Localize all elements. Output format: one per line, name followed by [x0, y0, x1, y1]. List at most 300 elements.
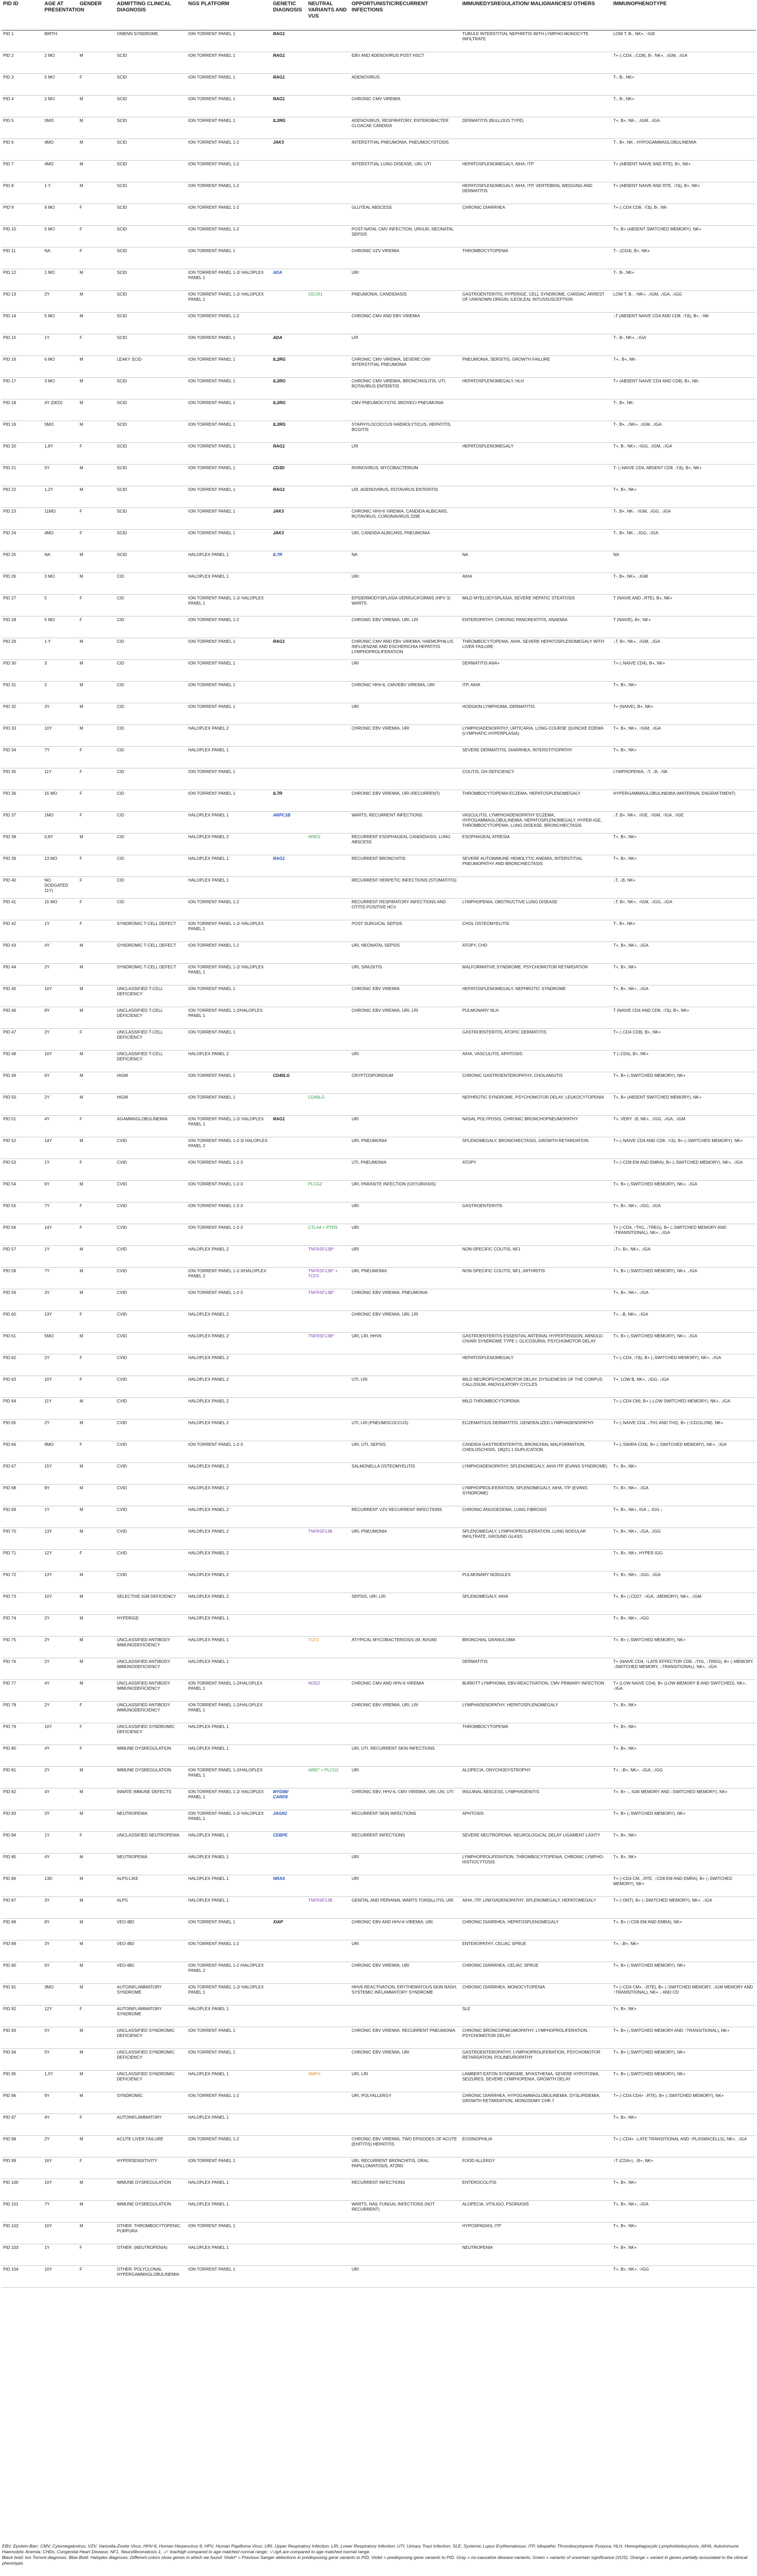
cell-pid: PID 96: [1, 2092, 42, 2114]
table-row: [1, 985, 756, 1007]
cell-ngs: ION TORRENT PANEL 1: [186, 985, 271, 1007]
cell-gene: [271, 1463, 306, 1485]
cell-gene: [271, 1137, 306, 1159]
cell-gender: F: [78, 595, 115, 616]
cell-neutral: [306, 1723, 350, 1745]
cell-neutral: [306, 725, 350, 747]
cell-ngs: ION TORRENT PANEL 1-2-3/HALOPLEX PANEL 2: [186, 1268, 271, 1289]
cell-gender: M: [78, 96, 115, 117]
cell-pid: PID 101: [1, 2201, 42, 2223]
cell-infections: [350, 1485, 460, 1506]
table-row: [1, 161, 756, 182]
cell-ngs: HALOPLEX PANEL 2: [186, 1485, 271, 1506]
cell-immune: ENTEROCOLITIS: [460, 2179, 611, 2201]
cell-neutral: [306, 52, 350, 74]
header-age: AGE AT PRESENTATION: [42, 1, 78, 30]
table-row: [1, 443, 756, 465]
cell-infections: ATYPICAL MYCOBACTERIOSIS (M. AVIUM): [350, 1637, 460, 1658]
cell-neutral: [306, 2006, 350, 2027]
cell-age: 10Y: [42, 1051, 78, 1072]
cell-pid: PID 77: [1, 1680, 42, 1702]
cell-immune: HODGKIN LYMPHOMA, DERMATITIS: [460, 703, 611, 725]
cell-phenotype: T+ (↑CD4, ↑TH1, ↓TREG), B+ (↓SWITCHED MEMORY AND ↑TRANSITIONAL), NK+, ↓IGA: [611, 1224, 756, 1246]
cell-gender: M: [78, 1767, 115, 1788]
cell-neutral: [306, 356, 350, 378]
table-row: [1, 1593, 756, 1615]
cell-ngs: ION TORRENT PANEL 1-2: [186, 1940, 271, 1962]
cell-gender: F: [78, 2157, 115, 2179]
cell-infections: [350, 1094, 460, 1116]
cell-gender: F: [78, 768, 115, 790]
table-row: [1, 1354, 756, 1376]
cell-gender: M: [78, 465, 115, 486]
cell-diagnosis: CVID: [115, 1202, 186, 1224]
cell-pid: PID 61: [1, 1333, 42, 1354]
cell-neutral: [306, 1550, 350, 1571]
cell-diagnosis: SCID: [115, 74, 186, 96]
table-row: [1, 964, 756, 985]
cell-age: 13 MO: [42, 855, 78, 877]
table-row: [1, 2049, 756, 2071]
cell-gene: [271, 1007, 306, 1029]
header-gender: GENDER: [78, 1, 115, 30]
cell-phenotype: T+ (↓CD4 CD8), B+, NK+: [611, 1029, 756, 1051]
cell-infections: CHRONIC VZV VIREMIA: [350, 248, 460, 269]
cell-gene: IL2RG: [271, 378, 306, 399]
cell-gender: M: [78, 52, 115, 74]
cell-phenotype: T+, B+ (↓SWITCHED MEMORY), NK+: [611, 2049, 756, 2071]
table-row: [1, 551, 756, 573]
cell-pid: PID 95: [1, 2071, 42, 2092]
cell-phenotype: T-, B-, NK+: [611, 269, 756, 291]
cell-phenotype: T+, B+, NK+: [611, 1723, 756, 1745]
cell-immune: [460, 530, 611, 551]
cell-immune: SPLENOMEGALY, BRONCHIECTASIS, GROWTH RETARDATION: [460, 1137, 611, 1159]
cell-neutral: CECR1: [306, 291, 350, 313]
cell-gene: [271, 2136, 306, 2157]
cell-gender: M: [78, 1051, 115, 1072]
cell-neutral: AIRE* + PLCG2: [306, 1767, 350, 1788]
cell-pid: PID 46: [1, 1007, 42, 1029]
cell-age: 12Y: [42, 1550, 78, 1571]
cell-ngs: HALOPLEX PANEL 1: [186, 1875, 271, 1897]
cell-ngs: HALOPLEX PANEL 2: [186, 1246, 271, 1268]
table-row: [1, 2006, 756, 2027]
cell-ngs: ION TORRENT PANEL 1-2: [186, 899, 271, 920]
cell-diagnosis: UNCLASSIFIED SYNDROMIC DEFICIENCY: [115, 2049, 186, 2071]
cell-neutral: [306, 899, 350, 920]
cell-pid: PID 2: [1, 52, 42, 74]
cell-infections: URI, CANDIDA ALBICANS, PNEUMONIA: [350, 530, 460, 551]
cell-ngs: HALOPLEX PANEL 1: [186, 1897, 271, 1919]
cell-age: 2Y: [42, 1354, 78, 1376]
cell-diagnosis: SCID: [115, 421, 186, 443]
cell-diagnosis: CVID: [115, 1289, 186, 1311]
cell-gender: M: [78, 2049, 115, 2071]
table-row: [1, 269, 756, 291]
cell-diagnosis: CID: [115, 638, 186, 660]
cell-ngs: HALOPLEX PANEL 1: [186, 1723, 271, 1745]
cell-immune: [460, 139, 611, 161]
cell-infections: CHRONIC EBV VIREMIA, URI, LRI: [350, 1311, 460, 1333]
cell-immune: HEPATOSPLENOMEGALY: [460, 1354, 611, 1376]
cell-age: 2Y: [42, 1094, 78, 1116]
cell-gene: [271, 703, 306, 725]
cell-gender: F: [78, 443, 115, 465]
cell-pid: PID 45: [1, 985, 42, 1007]
cell-diagnosis: CVID: [115, 1333, 186, 1354]
cell-ngs: HALOPLEX PANEL 1: [186, 2201, 271, 2223]
cell-diagnosis: CVID: [115, 1224, 186, 1246]
cell-infections: INTERSTITIAL LUNG DISEASE, URI, UTI: [350, 161, 460, 182]
table-row: [1, 465, 756, 486]
cell-diagnosis: CVID: [115, 1311, 186, 1333]
cell-phenotype: T+, B+, NK+: [611, 2223, 756, 2244]
cell-ngs: HALOPLEX PANEL 2: [186, 1528, 271, 1550]
table-row: [1, 899, 756, 920]
cell-neutral: [306, 638, 350, 660]
cell-age: 3Y: [42, 1810, 78, 1832]
cell-phenotype: ↑T (CD4+), ↓B+, NK+: [611, 2157, 756, 2179]
cell-gene: [271, 2157, 306, 2179]
cell-diagnosis: CVID: [115, 1506, 186, 1528]
cell-neutral: [306, 399, 350, 421]
cell-infections: [350, 2244, 460, 2266]
cell-phenotype: T-, B+, NK+: [611, 920, 756, 942]
cell-immune: LYMPHOADENOPATHY, SPLENOMEGALY, AIHA ITP (EVANS SYNDROME): [460, 1463, 611, 1485]
table-row: [1, 1202, 756, 1224]
cell-gene: RAG1: [271, 52, 306, 74]
cell-gene: ADA: [271, 269, 306, 291]
cell-neutral: [306, 1919, 350, 1940]
cell-ngs: ION TORRENT PANEL 1: [186, 703, 271, 725]
table-row: [1, 1832, 756, 1854]
cell-phenotype: T+, B+ (↓SWITCHED MEMORY), NK+: [611, 1072, 756, 1094]
cell-gene: [271, 616, 306, 638]
cell-pid: PID 1: [1, 30, 42, 52]
cell-phenotype: T+, B+, NK+: [611, 2179, 756, 2201]
cell-gender: M: [78, 1637, 115, 1658]
cell-age: 1Y: [42, 1832, 78, 1854]
cell-neutral: [306, 182, 350, 204]
cell-neutral: [306, 1029, 350, 1051]
cell-gene: [271, 1398, 306, 1420]
table-row: [1, 1094, 756, 1116]
cell-neutral: [306, 2201, 350, 2223]
cell-phenotype: T+, B+, NK+, ↑IGG: [611, 2266, 756, 2288]
cell-gender: F: [78, 1550, 115, 1571]
cell-age: 1Y: [42, 1506, 78, 1528]
cell-pid: PID 31: [1, 682, 42, 703]
cell-age: 3 MO: [42, 378, 78, 399]
cell-pid: PID 6: [1, 139, 42, 161]
cell-neutral: [306, 964, 350, 985]
cell-ngs: HALOPLEX PANEL 1: [186, 2114, 271, 2136]
cell-immune: [460, 486, 611, 508]
cell-neutral: [306, 1072, 350, 1094]
cell-age: 15 MO: [42, 899, 78, 920]
cell-neutral: ARID1: [306, 834, 350, 855]
cell-pid: PID 69: [1, 1506, 42, 1528]
abbreviations-note: EBV, Epstein-Barr; CMV, Cytomegalovirus; VZV, Varicella-Zoster Virus; HHV-6, Human Herpesvirus 6; HPV, Human Papilloma Virus; URI, Upper Respiratory Infection; LRI, Lower Respiratory Infection; UTI, Urinary Tract Infection; SLE, Systemic Lupus Erythematosus; ITP, Idiopathic Thrombocytopenic Purpura; HLH, Hemophagocytic Lymphohistiocytosis; AIHA, Autoimmune Haemolytic Anemia; CHDs, Congenital Heart Disease; NF1, Neurofibromatosis 1; ↓/↑ low/high compared to age matched normal range; ↑/↓IgA are compared to age matched normal range.: [2, 2543, 739, 2554]
cell-age: 10Y: [42, 2266, 78, 2288]
cell-age: 2 MO: [42, 52, 78, 74]
cell-immune: DERMATITIS ANA+: [460, 660, 611, 682]
cell-pid: PID 82: [1, 1788, 42, 1810]
cell-diagnosis: SYNDROMIC T-CELL DEFECT: [115, 964, 186, 985]
cell-gene: MYD88/ CARD9: [271, 1788, 306, 1810]
table-row: [1, 1745, 756, 1767]
cell-gender: F: [78, 899, 115, 920]
cell-pid: PID 98: [1, 2136, 42, 2157]
cell-pid: PID 65: [1, 1420, 42, 1441]
cell-gender: F: [78, 334, 115, 356]
cell-neutral: [306, 226, 350, 248]
cell-ngs: ION TORRENT PANEL 1: [186, 96, 271, 117]
cell-ngs: ION TORRENT PANEL 1-2-3: [186, 1202, 271, 1224]
cell-pid: PID 76: [1, 1658, 42, 1680]
cell-gene: [271, 1029, 306, 1051]
cell-infections: EBV AND ADENOVIRUS POST HSCT: [350, 52, 460, 74]
cell-phenotype: T+↓ B+, NK-: [611, 356, 756, 378]
cell-ngs: ION TORRENT PANEL 1-2: [186, 226, 271, 248]
cell-gene: [271, 682, 306, 703]
cell-immune: ESOPHAGEAL ATRESIA: [460, 834, 611, 855]
table-row: [1, 790, 756, 812]
cell-ngs: HALOPLEX PANEL 2: [186, 1051, 271, 1072]
cell-age: 2: [42, 682, 78, 703]
cell-immune: DERMATITIS: [460, 1658, 611, 1680]
cell-pid: PID 49: [1, 1072, 42, 1094]
cell-immune: CHRONIC DIARRHEA, MONOCYTOPENIA: [460, 1984, 611, 2006]
cell-diagnosis: CVID: [115, 1246, 186, 1268]
cell-immune: MALFORMATIVE SYNDROME, PSYCHOMOTOR RETARDATION: [460, 964, 611, 985]
cell-gender: [78, 30, 115, 52]
cell-immune: CHRONIC ANGIOEDEMA, LUNG FIBROSIS: [460, 1506, 611, 1528]
cell-infections: URI: [350, 660, 460, 682]
cell-ngs: ION TORRENT PANEL 1: [186, 486, 271, 508]
cell-gene: [271, 1333, 306, 1354]
cell-age: 1Y: [42, 1246, 78, 1268]
cell-ngs: ION TORRENT PANEL 1: [186, 1094, 271, 1116]
cell-pid: PID 28: [1, 616, 42, 638]
cell-neutral: [306, 920, 350, 942]
cell-gender: M: [78, 1919, 115, 1940]
cell-gender: M: [78, 356, 115, 378]
cell-phenotype: T+ (↓CD4, ↓CD8), B-, NK+, ↓IGM, ↓IGA: [611, 52, 756, 74]
cell-immune: THROMBOCYTOPENIA: [460, 1723, 611, 1745]
cell-gender: F: [78, 248, 115, 269]
cell-gender: M: [78, 2179, 115, 2201]
cell-phenotype: T+, B+ ↓, IGM MEMORY AND ↓SWITCHED MEMORY), NK+: [611, 1788, 756, 1810]
cell-age: 8Y: [42, 1007, 78, 1029]
cell-infections: CMV PNEUMOCYSTIS JIROVECI PNEUMONIA: [350, 399, 460, 421]
cell-gene: [271, 2266, 306, 2288]
cell-neutral: [306, 1116, 350, 1137]
cell-phenotype: T+ (↑CD4 CM+, ↓RTE), B+ (↓SWITCHED MEMORY, ↓IGM MEMORY AND ↑TRANSITIONAL), NK+ ↓ AND CD: [611, 1984, 756, 2006]
cell-ngs: ION TORRENT PANEL 1-2/HALOPLEX PANEL 1: [186, 1767, 271, 1788]
cell-diagnosis: SCID: [115, 269, 186, 291]
cell-age: 2Y: [42, 1637, 78, 1658]
table-row: [1, 2092, 756, 2114]
cell-gender: F: [78, 204, 115, 226]
cell-infections: CHRONIC EBV VIREMIA, URI, LRI: [350, 1007, 460, 1029]
cell-age: 9 MO: [42, 204, 78, 226]
cell-immune: AIHA: [460, 573, 611, 595]
cell-phenotype: T+, B+, NK+: [611, 1854, 756, 1875]
cell-phenotype: T+, B+ (↑CD8 EM AND EMRA), NK+: [611, 1919, 756, 1940]
cell-gene: CD3D: [271, 465, 306, 486]
cell-phenotype: T+ (↑CD8 EM AND EMRA), B+ (↓SWITCHED MEMORY), NK+, ↓IGA: [611, 1159, 756, 1181]
table-row: [1, 1333, 756, 1354]
cell-pid: PID 24: [1, 530, 42, 551]
cell-phenotype: T+ (↓CD4 CM), B+ (↓LOW SWITCHED MEMORY), NK+, ↓IGA: [611, 1398, 756, 1420]
table-row: [1, 682, 756, 703]
cell-infections: CHRONIC EBV VIREMIA: [350, 985, 460, 1007]
cell-diagnosis: SCID: [115, 117, 186, 139]
cell-gene: [271, 595, 306, 616]
cell-immune: SPLENOMEGALY, AIHA: [460, 1593, 611, 1615]
cell-immune: DERMATITIS (BULLOUS TYPE): [460, 117, 611, 139]
cell-gender: M: [78, 2092, 115, 2114]
cell-ngs: HALOPLEX PANEL 2: [186, 1376, 271, 1398]
cell-phenotype: T+, B+ (↓SWITCHED MEMORY), NK+, ↓IGA: [611, 1268, 756, 1289]
cell-neutral: [306, 1007, 350, 1029]
cell-phenotype: T+, ↓B+, NK+, ↓IGA, ↓IGG: [611, 1767, 756, 1788]
cell-pid: PID 54: [1, 1181, 42, 1202]
cell-infections: CHRONIC EBV VIREMIA, URI: [350, 725, 460, 747]
cell-gene: [271, 1441, 306, 1463]
table-row: [1, 2179, 756, 2201]
cell-immune: [460, 1875, 611, 1897]
cell-infections: CHRONIC CMV VIREMIA: [350, 96, 460, 117]
cell-gender: M: [78, 1854, 115, 1875]
cell-ngs: ION TORRENT PANEL 1: [186, 1919, 271, 1940]
cell-immune: TUBULE INTERSTITIAL NEPHRITIS WITH LYMPHO-MONOCYTE INFILTRATE: [460, 30, 611, 52]
cell-diagnosis: HYPERIGE: [115, 1615, 186, 1637]
cell-diagnosis: CID: [115, 790, 186, 812]
cell-neutral: PLCG2: [306, 1181, 350, 1202]
cell-pid: PID 62: [1, 1354, 42, 1376]
cell-gene: [271, 1571, 306, 1593]
cell-diagnosis: CID: [115, 660, 186, 682]
cell-gender: M: [78, 117, 115, 139]
cell-infections: LRI: [350, 443, 460, 465]
cell-diagnosis: AUTOINFLAMMATORY SYNDROME: [115, 2006, 186, 2027]
table-row: [1, 1311, 756, 1333]
cell-phenotype: T (NAIVE), B+, NK+: [611, 616, 756, 638]
cell-age: 1Y: [42, 334, 78, 356]
table-row: [1, 2157, 756, 2179]
cell-age: 3 MO: [42, 573, 78, 595]
cell-ngs: ION TORRENT PANEL 1-2-3: [186, 1441, 271, 1463]
cell-diagnosis: CID: [115, 682, 186, 703]
cell-infections: URI, LRI: [350, 2071, 460, 2092]
cell-phenotype: T+, B+, NK+: [611, 1832, 756, 1854]
cell-immune: LYMPHOPROLIFERATION, THROMBOCYTOPENIA, CHRONIC LYMPHO-HISTIOCYTOSIS: [460, 1854, 611, 1875]
cell-age: 1Y: [42, 2244, 78, 2266]
cell-gender: M: [78, 2223, 115, 2244]
cell-infections: WARTS, RECURRENT INFECTIONS: [350, 812, 460, 834]
cell-age: 3Y: [42, 1289, 78, 1311]
cell-age: 5Y: [42, 2027, 78, 2049]
cell-gene: [271, 573, 306, 595]
cell-ngs: ION TORRENT PANEL 1: [186, 74, 271, 96]
cell-gender: F: [78, 508, 115, 530]
cell-age: 4Y: [42, 1116, 78, 1137]
cell-gene: [271, 1658, 306, 1680]
cell-ngs: HALOPLEX PANEL 2: [186, 1333, 271, 1354]
cell-age: 6Y: [42, 1962, 78, 1984]
cell-gene: [271, 1202, 306, 1224]
cell-infections: HHV6 REACTIVATION, ERYTHEMATOUS SKIN RASH, SYSTEMIC INFLAMMATORY SYNDROME: [350, 1984, 460, 2006]
table-row: [1, 1398, 756, 1420]
cell-diagnosis: UNCLASSIFIED SYNDROMIC DEFICIENCY: [115, 1723, 186, 1745]
cell-neutral: [306, 2027, 350, 2049]
cell-age: 6Y: [42, 1072, 78, 1094]
cell-age: 1Y: [42, 920, 78, 942]
table-row: [1, 30, 756, 52]
cell-gender: M: [78, 1875, 115, 1897]
cell-gender: F: [78, 877, 115, 899]
table-row: [1, 1550, 756, 1571]
cell-gender: M: [78, 1615, 115, 1637]
cell-gender: M: [78, 703, 115, 725]
cell-pid: PID 27: [1, 595, 42, 616]
cell-immune: HEPATOSPLENOMEGALY, NEPHROTIC SYNDROME: [460, 985, 611, 1007]
cell-infections: URI, PNEUMONIA: [350, 1268, 460, 1289]
cell-infections: [350, 2223, 460, 2244]
cell-immune: ECZEMATOUS DERMATITIS, GENERALIZED LYMPHADENOPATHY: [460, 1420, 611, 1441]
cell-infections: [350, 1550, 460, 1571]
cell-ngs: ION TORRENT PANEL 1: [186, 356, 271, 378]
cell-pid: PID 71: [1, 1550, 42, 1571]
cell-neutral: [306, 2244, 350, 2266]
cell-diagnosis: INNATE IMMUNE DEFECTS: [115, 1788, 186, 1810]
table-row: [1, 834, 756, 855]
cell-age: 4Y: [42, 2114, 78, 2136]
table-row: [1, 2201, 756, 2223]
cell-pid: PID 80: [1, 1745, 42, 1767]
cell-age: NA: [42, 248, 78, 269]
cell-ngs: ION TORRENT PANEL 1: [186, 30, 271, 52]
cell-pid: PID 100: [1, 2179, 42, 2201]
cell-neutral: [306, 1810, 350, 1832]
cell-infections: PNEUMONIA, CANDIDIASIS: [350, 291, 460, 313]
cell-phenotype: T+ (ABSENT NAIVE AND RTE, ↑ΓΔ), B+, NK+: [611, 182, 756, 204]
cell-ngs: ION TORRENT PANEL 1-2: [186, 204, 271, 226]
cell-infections: URI, PNEUMONIA: [350, 1528, 460, 1550]
cell-phenotype: T+, VERY ↓B, NK+, ↓IGG, ↓IGA, ↓IGM: [611, 1116, 756, 1137]
cell-immune: SLE: [460, 2006, 611, 2027]
cell-diagnosis: UNCLASSIFIED ANTIBODY IMMUNODEFICIENCY: [115, 1658, 186, 1680]
cell-neutral: [306, 139, 350, 161]
cell-pid: PID 55: [1, 1202, 42, 1224]
cell-gender: M: [78, 1398, 115, 1420]
cell-gender: F: [78, 530, 115, 551]
cell-immune: EOSINOPHILIA: [460, 2136, 611, 2157]
cell-phenotype: T+, B+, NK+, ↓IGA: [611, 985, 756, 1007]
cell-gender: M: [78, 1528, 115, 1550]
cell-neutral: [306, 1832, 350, 1854]
cell-age: 6 MO: [42, 356, 78, 378]
cell-gender: M: [78, 573, 115, 595]
cell-immune: GASTROENTEROPATHY, LYMPHOPROLIFERATION, PSYCHOMOTOR RETARDATION, POLINEUROPATHY: [460, 2049, 611, 2071]
cell-diagnosis: SCID: [115, 139, 186, 161]
cell-age: 7Y: [42, 1202, 78, 1224]
cell-neutral: CD40LG: [306, 1094, 350, 1116]
table-row: [1, 2071, 756, 2092]
